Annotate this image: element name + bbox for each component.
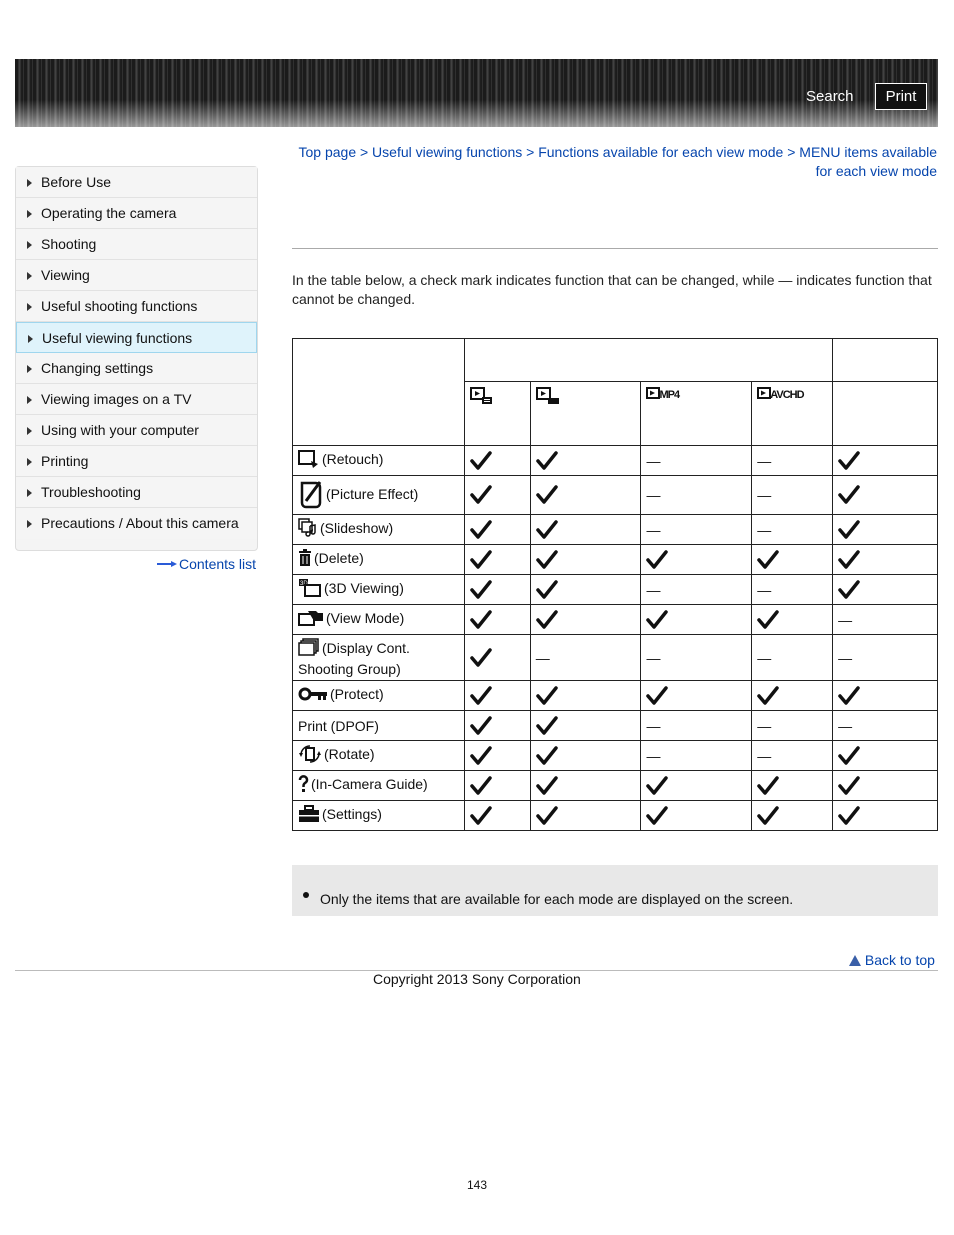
check-icon — [833, 476, 938, 515]
sidebar-item-label: Troubleshooting — [41, 484, 141, 500]
check-icon — [833, 446, 938, 476]
check-icon — [752, 545, 833, 575]
check-icon — [464, 741, 530, 771]
rotate-icon — [298, 744, 322, 767]
sidebar-item-label: Before Use — [41, 174, 112, 190]
check-icon — [464, 515, 530, 545]
check-icon — [530, 681, 641, 711]
note-box — [292, 865, 938, 916]
check-icon — [641, 771, 752, 801]
check-icon — [752, 801, 833, 831]
check-icon — [833, 681, 938, 711]
row-label: (Display Cont. Shooting Group) — [298, 640, 410, 677]
check-icon — [530, 515, 641, 545]
row-label: (View Mode) — [326, 610, 405, 627]
check-icon — [530, 545, 641, 575]
dash-cell — [752, 711, 833, 741]
dash-mark: — — [757, 487, 772, 503]
in-camera-guide-icon — [298, 775, 309, 796]
dash-mark: — — [838, 649, 853, 666]
row-label-cell — [293, 446, 465, 476]
view-mode-icon — [298, 608, 324, 631]
check-icon — [530, 446, 641, 476]
triangle-right-icon — [27, 427, 32, 435]
row-label: (Delete) — [314, 550, 364, 567]
table-row — [293, 515, 938, 545]
settings-icon — [298, 805, 320, 826]
table-group-header — [464, 339, 832, 382]
arrow-right-icon — [157, 554, 177, 560]
row-label-cell — [293, 681, 465, 711]
triangle-right-icon — [27, 365, 32, 373]
dash-cell — [641, 635, 752, 681]
breadcrumb-line-2[interactable]: for each view mode — [815, 163, 937, 179]
sidebar-item-label: Useful shooting functions — [41, 298, 198, 314]
row-label-cell — [293, 741, 465, 771]
table-row — [293, 605, 938, 635]
check-icon — [752, 771, 833, 801]
triangle-right-icon — [27, 272, 32, 280]
sidebar-item-useful-shooting[interactable] — [16, 291, 257, 322]
triangle-right-icon — [27, 396, 32, 404]
check-icon — [530, 741, 641, 771]
dash-mark: — — [646, 717, 661, 734]
check-icon — [530, 575, 641, 605]
dash-cell — [641, 575, 752, 605]
breadcrumb[interactable] — [292, 143, 937, 181]
table-row — [293, 741, 938, 771]
row-label: Print (DPOF) — [298, 717, 379, 734]
check-icon — [641, 681, 752, 711]
check-icon — [530, 801, 641, 831]
row-label-cell — [293, 605, 465, 635]
dash-mark: — — [757, 717, 772, 734]
dash-cell — [752, 476, 833, 515]
protect-icon — [298, 686, 328, 705]
sidebar-item-shooting[interactable] — [16, 229, 257, 260]
row-label: (3D Viewing) — [324, 580, 404, 597]
table-row — [293, 545, 938, 575]
check-icon — [464, 446, 530, 476]
table-row — [293, 575, 938, 605]
search-link[interactable]: Search — [806, 88, 854, 105]
dash-cell — [833, 711, 938, 741]
dash-cell — [752, 446, 833, 476]
check-icon — [464, 711, 530, 741]
print-button[interactable]: Print — [875, 83, 927, 110]
column-header-date-view — [464, 382, 530, 446]
check-icon — [530, 711, 641, 741]
triangle-right-icon — [27, 241, 32, 249]
dash-cell — [530, 635, 641, 681]
dash-cell — [752, 741, 833, 771]
row-label-cell — [293, 515, 465, 545]
dash-mark: — — [535, 649, 550, 666]
title-divider — [292, 248, 938, 249]
dash-mark: — — [757, 747, 772, 764]
dash-cell — [752, 575, 833, 605]
triangle-right-icon — [27, 489, 32, 497]
dash-cell — [833, 635, 938, 681]
check-icon — [752, 681, 833, 711]
dash-mark: — — [646, 452, 661, 469]
triangle-right-icon — [27, 520, 32, 528]
display-cont-icon — [298, 638, 320, 661]
sidebar-item-changing-settings[interactable] — [16, 353, 257, 384]
check-icon — [464, 801, 530, 831]
table-row — [293, 476, 938, 515]
check-icon — [833, 771, 938, 801]
triangle-right-icon — [27, 303, 32, 311]
sidebar-item-before-use[interactable] — [16, 167, 257, 198]
row-label: (Protect) — [330, 686, 384, 703]
table-row — [293, 711, 938, 741]
check-icon — [530, 476, 641, 515]
dash-cell — [833, 605, 938, 635]
copyright-text: Copyright 2013 Sony Corporation — [373, 971, 581, 987]
check-icon — [833, 741, 938, 771]
check-icon — [464, 681, 530, 711]
check-icon — [752, 605, 833, 635]
table-row — [293, 635, 938, 681]
sidebar-item-viewing-on-tv[interactable] — [16, 384, 257, 415]
still-date-view-icon — [470, 386, 494, 406]
dash-cell — [752, 635, 833, 681]
sidebar-item-viewing[interactable] — [16, 260, 257, 291]
bullet-icon — [303, 892, 309, 898]
back-to-top-label: Back to top — [864, 952, 935, 968]
triangle-right-icon — [27, 179, 32, 187]
check-icon — [464, 771, 530, 801]
dash-mark: — — [646, 581, 661, 598]
row-label-cell — [293, 476, 465, 515]
note-text: Only the items that are available for each mode are displayed on the screen. — [320, 891, 794, 907]
sidebar-item-label: Changing settings — [41, 360, 154, 376]
check-icon — [464, 545, 530, 575]
dash-mark: — — [646, 649, 661, 666]
row-label-cell — [293, 545, 465, 575]
dash-cell — [641, 711, 752, 741]
check-icon — [833, 515, 938, 545]
check-icon — [833, 545, 938, 575]
retouch-icon — [298, 449, 320, 472]
sidebar-item-label: Useful viewing functions — [42, 330, 193, 346]
check-icon — [530, 605, 641, 635]
row-label: (Picture Effect) — [326, 485, 419, 502]
sidebar-item-operating-the-camera[interactable] — [16, 198, 257, 229]
table-row — [293, 681, 938, 711]
sidebar-item-useful-viewing[interactable] — [16, 322, 257, 353]
dash-cell — [641, 446, 752, 476]
dash-mark: — — [646, 487, 661, 503]
sidebar-item-label: Using with your computer — [41, 422, 199, 438]
dash-mark: — — [646, 521, 661, 538]
svg-text:3D: 3D — [300, 581, 308, 587]
dash-cell — [641, 515, 752, 545]
check-icon — [464, 575, 530, 605]
check-icon — [464, 635, 530, 681]
intro-text: In the table below, a check mark indicates function that can be changed, while — indicates function that cannot be changed. — [292, 272, 932, 307]
sidebar-item-label: Operating the camera — [41, 205, 177, 221]
dash-mark: — — [757, 649, 772, 666]
column-header-avchd-view — [752, 382, 833, 446]
row-label-cell — [293, 575, 465, 605]
row-label: (Retouch) — [322, 451, 384, 468]
picture-effect-icon — [298, 479, 324, 512]
sidebar-item-label: Viewing — [41, 267, 90, 283]
sidebar-item-label: Shooting — [41, 236, 97, 252]
page-number: 143 — [467, 1178, 488, 1192]
slideshow-icon — [298, 518, 318, 541]
contents-list-label: Contents list — [179, 556, 257, 572]
table-corner-cell — [293, 339, 465, 446]
check-icon — [833, 801, 938, 831]
row-label-cell — [293, 635, 465, 681]
table-row — [293, 771, 938, 801]
sidebar-item-label: Printing — [41, 453, 89, 469]
table-row — [293, 801, 938, 831]
sidebar-item-label: Viewing images on a TV — [41, 391, 192, 407]
table-group-header-right — [833, 339, 938, 382]
dash-mark: — — [757, 581, 772, 598]
triangle-right-icon — [27, 210, 32, 218]
dash-mark: — — [757, 452, 772, 469]
sidebar-item-troubleshooting[interactable] — [16, 477, 257, 508]
mp4-label: MP4 — [659, 389, 680, 402]
dash-mark: — — [838, 611, 853, 628]
dash-cell — [641, 741, 752, 771]
row-label: (Slideshow) — [320, 520, 394, 537]
menu-items-table — [292, 338, 938, 831]
sidebar-item-printing[interactable] — [16, 446, 257, 477]
check-icon — [641, 545, 752, 575]
sidebar-item-label: Precautions / About this camera — [41, 515, 239, 531]
row-label-cell — [293, 771, 465, 801]
column-header-folder-view — [530, 382, 641, 446]
triangle-right-icon — [28, 335, 33, 343]
avchd-label: AVCHD — [770, 389, 804, 402]
dash-mark: — — [757, 521, 772, 538]
breadcrumb-line-1[interactable]: Top page > Useful viewing functions > Functions available for each view mode > MENU items available — [298, 144, 937, 160]
column-header-other — [833, 382, 938, 446]
header-bar — [15, 59, 938, 127]
dash-cell — [641, 476, 752, 515]
delete-icon — [298, 549, 312, 570]
back-to-top-link[interactable] — [849, 952, 935, 968]
sidebar-item-precautions[interactable] — [16, 508, 257, 539]
row-label: (Rotate) — [324, 746, 375, 763]
triangle-right-icon — [27, 458, 32, 466]
row-label: (Settings) — [322, 806, 382, 823]
check-icon — [530, 771, 641, 801]
3d-viewing-icon — [298, 578, 322, 601]
check-icon — [641, 605, 752, 635]
table-row — [293, 446, 938, 476]
dash-cell — [752, 515, 833, 545]
dash-mark: — — [838, 717, 853, 734]
still-folder-view-icon — [536, 386, 560, 406]
sidebar-item-using-with-computer[interactable] — [16, 415, 257, 446]
row-label-cell — [293, 801, 465, 831]
sidebar-nav — [15, 166, 258, 551]
column-header-mp4-view — [641, 382, 752, 446]
check-icon — [641, 801, 752, 831]
row-label-cell — [293, 711, 465, 741]
contents-list-link[interactable] — [157, 556, 256, 572]
check-icon — [833, 575, 938, 605]
dash-mark: — — [646, 747, 661, 764]
check-icon — [464, 605, 530, 635]
check-icon — [464, 476, 530, 515]
row-label: (In-Camera Guide) — [311, 776, 428, 793]
triangle-up-icon — [849, 955, 861, 966]
